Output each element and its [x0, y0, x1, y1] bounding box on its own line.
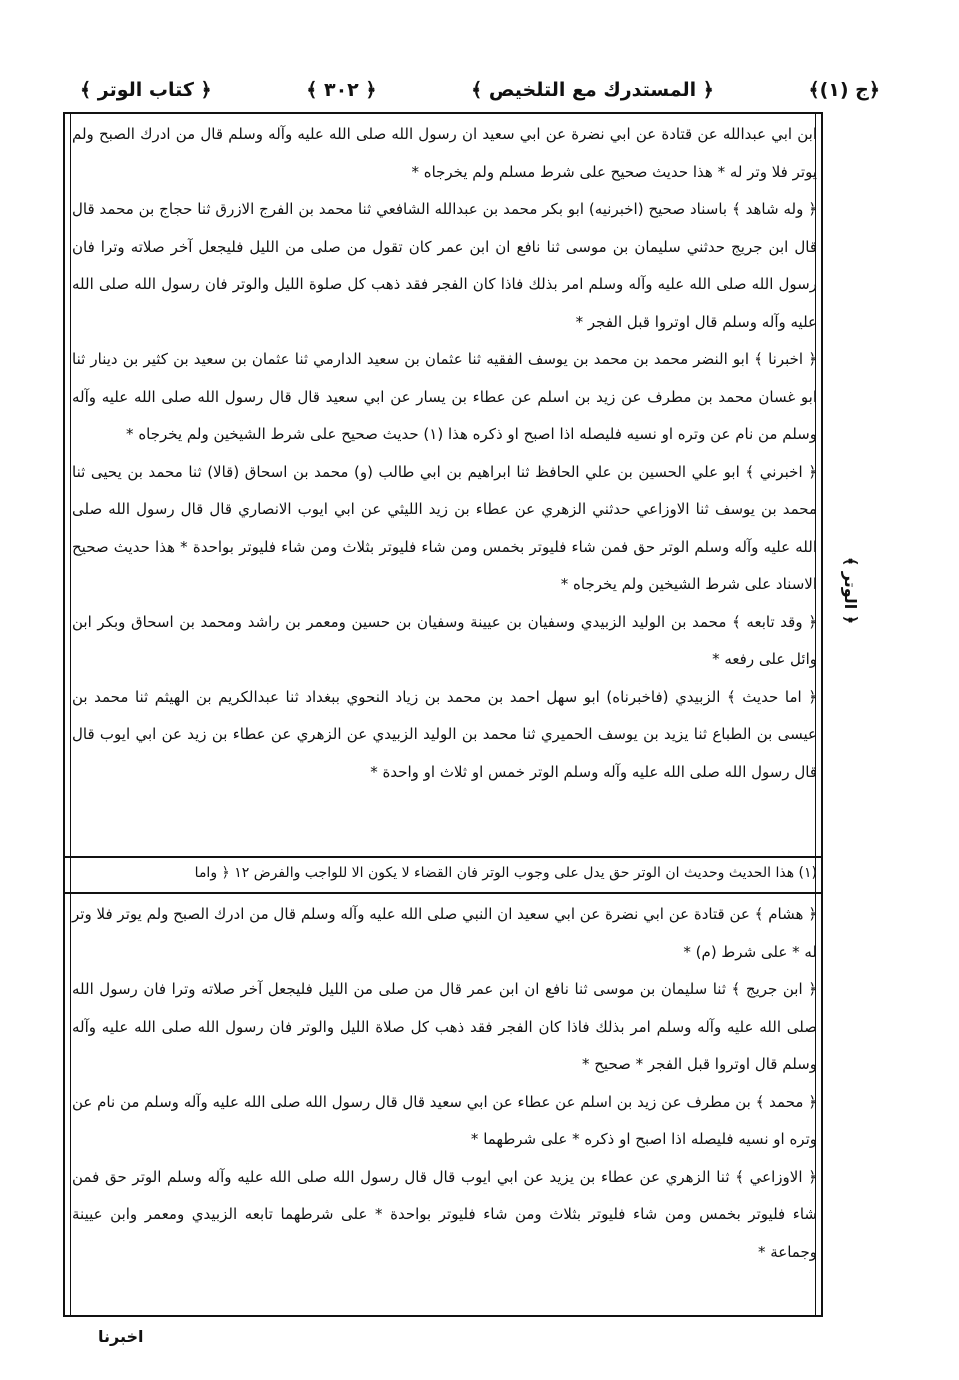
paragraph: ابن ابي عبدالله عن قتادة عن ابي نضرة عن ابي سعيد ان رسول الله صلى الله عليه وآله وسلم قال من ادرك الصبح ولم يوتر فلا وتر له * هذا حديث صحيح على شرط مسلم ولم يخرجاه *: [72, 125, 817, 181]
paragraph: ﴿ اخبرنا ﴾ ابو النضر محمد بن محمد بن يوسف الفقيه ثنا عثمان بن سعيد الدارمي ثنا عثمان بن سعيد بن كثير بن دينار ثنا ابو غسان محمد بن مطرف عن زيد بن اسلم عن عطاء بن يسار عن ابي سعيد قال قال رسول الله صلى الله عليه وآله وسلم من نام عن وتره او نسيه فليصله اذا اصبح او ذكره هذا (١) حديث صحيح على شرط الشيخين ولم يخرجاه *: [72, 350, 817, 443]
summary-paragraph: ﴿ محمد ﴾ بن مطرف عن زيد بن اسلم عن عطاء عن ابي سعيد قال قال رسول الله صلى الله عليه وآله وسلم من نام عن وتره او نسيه فليصله اذا اصبح او ذكره * على شرطهما *: [72, 1092, 817, 1148]
page-header: [80, 70, 880, 110]
main-text: [72, 116, 817, 791]
paragraph: ﴿ اخبرني ﴾ ابو علي الحسين بن علي الحافظ ثنا ابراهيم بن ابي طالب (و) محمد بن اسحاق (قالا) ثنا محمد بن يحيى ثنا محمد بن يوسف ثنا الاوزاعي حدثني الزهري عن عطاء بن زيد الليثي عن ابي ايوب الانصاري قال قال رسول الله صلى الله عليه وآله وسلم الوتر حق فمن شاء فليوتر بخمس ومن شاء فليوتر بثلاث ومن شاء فليوتر بواحدة * هذا حديث صحيح الاسناد على شرط الشيخين ولم يخرجاه *: [72, 462, 817, 593]
chapter-title: ﴿ كتاب الوتر ﴾: [80, 79, 212, 101]
margin-note-label: ﴿ الوتر ﴾: [841, 556, 861, 624]
paragraph: ﴿ وله شاهد ﴾ باسناد صحيح (اخبرنيه) ابو بكر محمد بن عبدالله الشافعي ثنا محمد بن الفرج الازرق ثنا حجاج بن محمد قال قال ابن جريج حدثني سليمان بن موسى ثنا نافع ان ابن عمر كان تقول من صلى من الليل فليجعل آخر صلاته وترا فان رسول الله صلى الله عليه وآله وسلم امر بذلك فاذا كان الفجر فقد ذهب كل صلوة الليل والوتر فان رسول الله صلى الله عليه وآله وسلم قال اوتروا قبل الفجر *: [72, 200, 817, 331]
catchword: اخبرنا: [98, 1327, 144, 1346]
paragraph: ﴿ اما حديث ﴾ الزبيدي (فاخبرناه) ابو سهل احمد بن محمد بن زياد النحوي ببغداد ثنا عبدالكريم بن الهيثم ثنا محمد بن عيسى بن الطباع ثنا يزيد بن يوسف الحميري ثنا محمد بن الوليد الزبيدي عن الزهري عن عطاء بن زيد عن ابي ايوب قال قال رسول الله صلى الله عليه وآله وسلم الوتر خمس او ثلاث او واحدة *: [72, 687, 817, 781]
summary-paragraph: ﴿ الاوزاعي ﴾ ثنا الزهري عن عطاء بن يزيد عن ابي ايوب قال قال رسول الله صلى الله عليه وآله وسلم الوتر حق فمن شاء فليوتر بخمس ومن شاء فليوتر بثلاث ومن شاء فليوتر بواحدة * على شرطهما تابعه الزبيدي ومعمر وابن عيينة وجماعة *: [72, 1167, 817, 1261]
paragraph: ﴿ وقد تابعه ﴾ محمد بن الوليد الزبيدي وسفيان بن عيينة وسفيان بن حسين ومعمر بن راشد ومحمد بن اسحاق وبكر ابن وائل على رفعه *: [72, 612, 817, 668]
book-title: ﴿ المستدرك مع التلخيص ﴾: [471, 79, 714, 101]
summary-paragraph: ﴿ ابن جريج ﴾ ثنا سليمان بن موسى ثنا نافع ان ابن عمر قال من صلى من الليل فليجعل آخر صلاته وترا فان رسول الله صلى الله عليه وآله وسلم امر بذلك فاذا كان الفجر فقد ذهب كل صلاة الليل والوتر فان رسول الله صلى الله عليه وآله وسلم قال اوتروا قبل الفجر * صحيح *: [72, 980, 817, 1073]
summary-divider: [63, 892, 823, 894]
volume-label: ﴿ج (١)﴾: [808, 79, 880, 101]
summary-paragraph: ﴿ هشام ﴾ عن قتادة عن ابي نضرة عن ابي سعيد ان النبي صلى الله عليه وآله وسلم قال من ادرك الصبح ولم يوتر فلا وتر له * على شرط (م) *: [72, 905, 817, 961]
summary-text: [72, 896, 817, 1271]
page-number: ﴿ ٣٠٢ ﴾: [306, 79, 377, 101]
footnote: (١) هذا الحديث وحديث ان الوتر حق يدل على وجوب الوتر فان القضاء لا يكون الا للواجب والفرض ١٢ ﴿ واما: [194, 865, 817, 881]
margin-note: [828, 540, 874, 640]
